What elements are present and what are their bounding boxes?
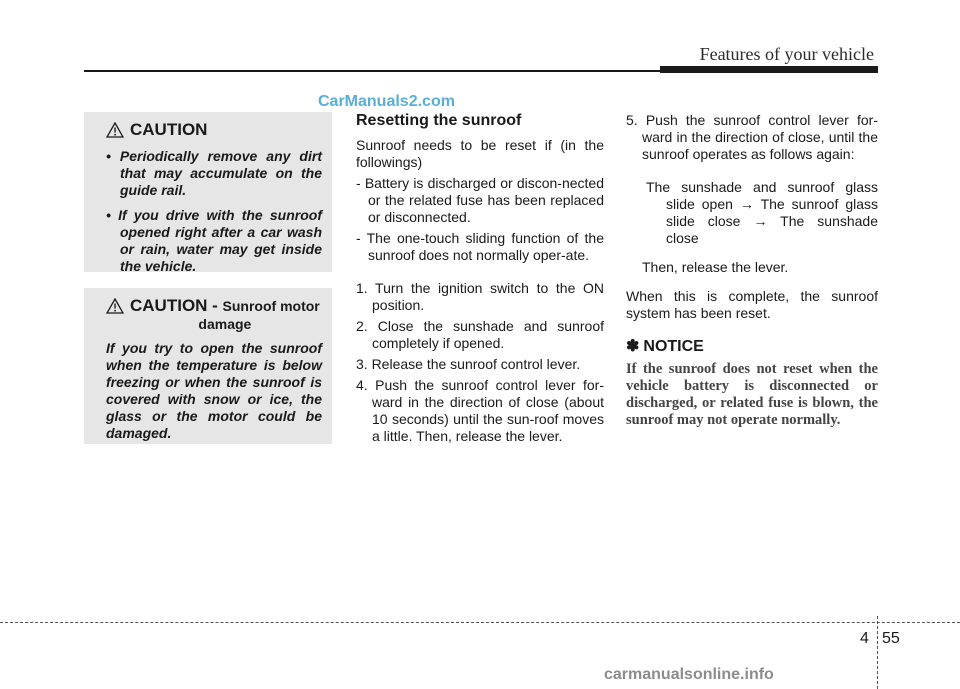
notice-heading — [626, 338, 878, 355]
caution-bullet: • Periodically remove any dirt that may accumulate on the guide rail. — [106, 148, 322, 198]
notice-star-icon: ✽ — [626, 338, 640, 355]
header-rule-accent — [660, 66, 878, 73]
completion-text: When this is complete, the sunroof system has been reset. — [626, 288, 878, 321]
caution-text: If you try to open the sunroof when the temperature is below freezing or when the sunroof is covered with snow or ice, the glass or the motor could be damaged. — [106, 340, 322, 441]
warning-triangle-icon — [106, 122, 124, 138]
caution-box-dirt — [84, 112, 332, 272]
reset-condition: - Battery is discharged or discon-nected or the related fuse has been replaced or disconnected. — [356, 175, 604, 225]
caution-box-motor — [84, 288, 332, 444]
section-title: Resetting the sunroof — [356, 112, 522, 129]
notice-text: If the sunroof does not reset when the vehicle battery is disconnected or discharged, or related fuse is blown, the sunroof may not operate normally. — [626, 361, 878, 428]
chapter-number: 4 — [860, 630, 869, 647]
caution-heading — [106, 296, 322, 332]
notice-title: NOTICE — [643, 338, 704, 355]
caution-bullets — [106, 148, 322, 275]
warning-triangle-icon — [106, 298, 124, 314]
page-header-title: Features of your vehicle — [699, 44, 874, 64]
reset-condition: - The one-touch sliding function of the sunroof does not normally oper-ate. — [356, 230, 604, 263]
reset-step: 3. Release the sunroof control lever. — [356, 356, 581, 372]
reset-step: 5. Push the sunroof control lever for-ward in the direction of close, until the sunroof operates as follows again: — [626, 112, 878, 162]
caution-bullet: • If you drive with the sunroof opened right after a car wash or rain, water may get inside the vehicle. — [106, 207, 322, 274]
column-right — [626, 112, 878, 429]
caution-subtitle-line2: damage — [198, 316, 252, 332]
caution-heading — [106, 120, 322, 140]
watermark-top[interactable]: CarManuals2.com — [318, 93, 455, 110]
caution-title: CAUTION — [130, 120, 208, 139]
caution-title: CAUTION - — [130, 296, 223, 315]
caution-subtitle: Sunroof motor — [222, 298, 320, 314]
watermark-bottom[interactable]: carmanualsonline.info — [604, 666, 774, 683]
section-intro: Sunroof needs to be reset if (in the followings) — [356, 137, 604, 170]
page-number: 55 — [882, 630, 900, 647]
footer-divider — [877, 616, 878, 689]
reset-step: 1. Turn the ignition switch to the ON position. — [356, 280, 604, 313]
footer-rule — [0, 622, 960, 623]
release-instruction: Then, release the lever. — [642, 259, 789, 275]
operation-sequence: The sunshade and sunroof glass slide open → The sunroof glass slide close → The sunshade close — [646, 179, 878, 246]
column-middle — [356, 112, 604, 449]
reset-step: 4. Push the sunroof control lever for-ward in the direction of close (about 10 seconds) until the sun-roof moves a little. Then, release the lever. — [356, 377, 604, 444]
header-rule — [84, 70, 660, 72]
caution-title-block — [130, 296, 320, 332]
reset-step: 2. Close the sunshade and sunroof completely if opened. — [356, 318, 604, 351]
